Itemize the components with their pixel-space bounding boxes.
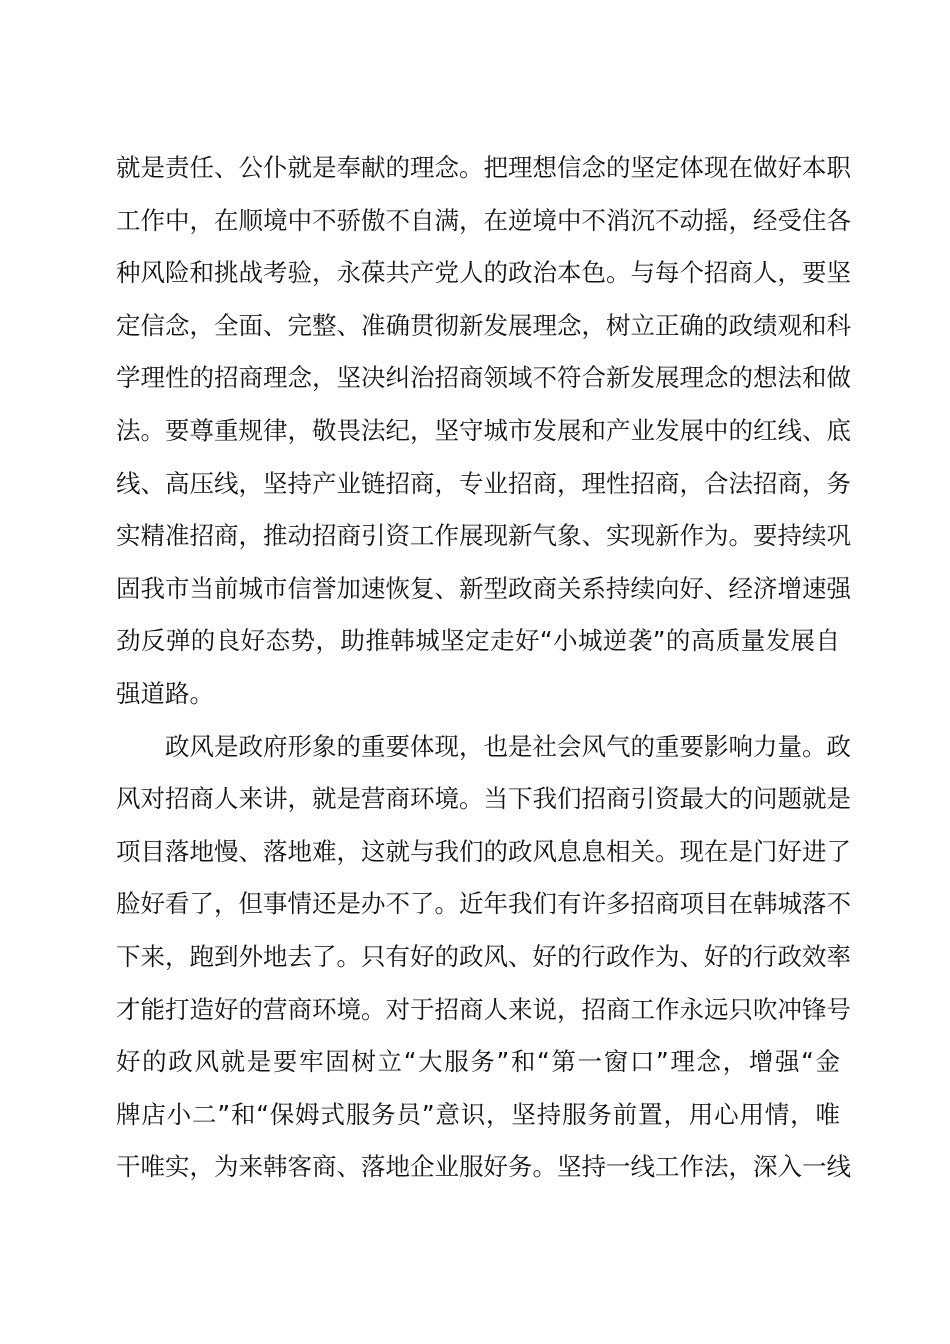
- text-line: 学理性的招商理念，坚决纠治招商领域不符合新发展理念的想法和做: [116, 363, 851, 393]
- text-line: 实精准招商，推动招商引资工作展现新气象、实现新作为。要持续巩: [116, 521, 851, 551]
- text-line: 牌店小二”和“保姆式服务员”意识，坚持服务前置，用心用情，唯: [116, 1099, 840, 1129]
- text-line: 风对招商人来讲，就是营商环境。当下我们招商引资最大的问题就是: [116, 784, 851, 814]
- text-line: 好的政风就是要牢固树立“大服务”和“第一窗口”理念，增强“金: [116, 1047, 840, 1077]
- text-line: 线、高压线，坚持产业链招商，专业招商，理性招商，合法招商，务: [116, 468, 851, 498]
- text-line: 固我市当前城市信誉加速恢复、新型政商关系持续向好、经济增速强: [116, 573, 851, 603]
- text-line: 种风险和挑战考验，永葆共产党人的政治本色。与每个招商人，要坚: [116, 258, 851, 288]
- text-line: 法。要尊重规律，敬畏法纪，坚守城市发展和产业发展中的红线、底: [116, 415, 851, 445]
- text-line: 劲反弹的良好态势，助推韩城坚定走好“小城逆袭”的高质量发展自: [116, 626, 840, 656]
- text-line: 就是责任、公仆就是奉献的理念。把理想信念的坚定体现在做好本职: [116, 153, 851, 182]
- text-line: 工作中，在顺境中不骄傲不自满，在逆境中不消沉不动摇，经受住各: [116, 205, 851, 235]
- text-line: 才能打造好的营商环境。对于招商人来说，招商工作永远只吹冲锋号: [116, 994, 851, 1024]
- text-line: 干唯实，为来韩客商、落地企业服好务。坚持一线工作法，深入一线: [116, 1152, 851, 1182]
- text-line: 强道路。: [116, 678, 214, 708]
- text-line: 政风是政府形象的重要体现，也是社会风气的重要影响力量。政: [165, 731, 851, 761]
- text-line: 项目落地慢、落地难，这就与我们的政风息息相关。现在是门好进了: [116, 836, 851, 866]
- paragraph-1: [116, 148, 851, 727]
- paragraph-2: [116, 727, 851, 1200]
- body-text: [116, 148, 851, 1200]
- text-line: 定信念，全面、完整、准确贯彻新发展理念，树立正确的政绩观和科: [116, 310, 851, 340]
- text-line: 脸好看了，但事情还是办不了。近年我们有许多招商项目在韩城落不: [116, 889, 851, 919]
- text-line: 下来，跑到外地去了。只有好的政风、好的行政作为、好的行政效率: [116, 941, 851, 971]
